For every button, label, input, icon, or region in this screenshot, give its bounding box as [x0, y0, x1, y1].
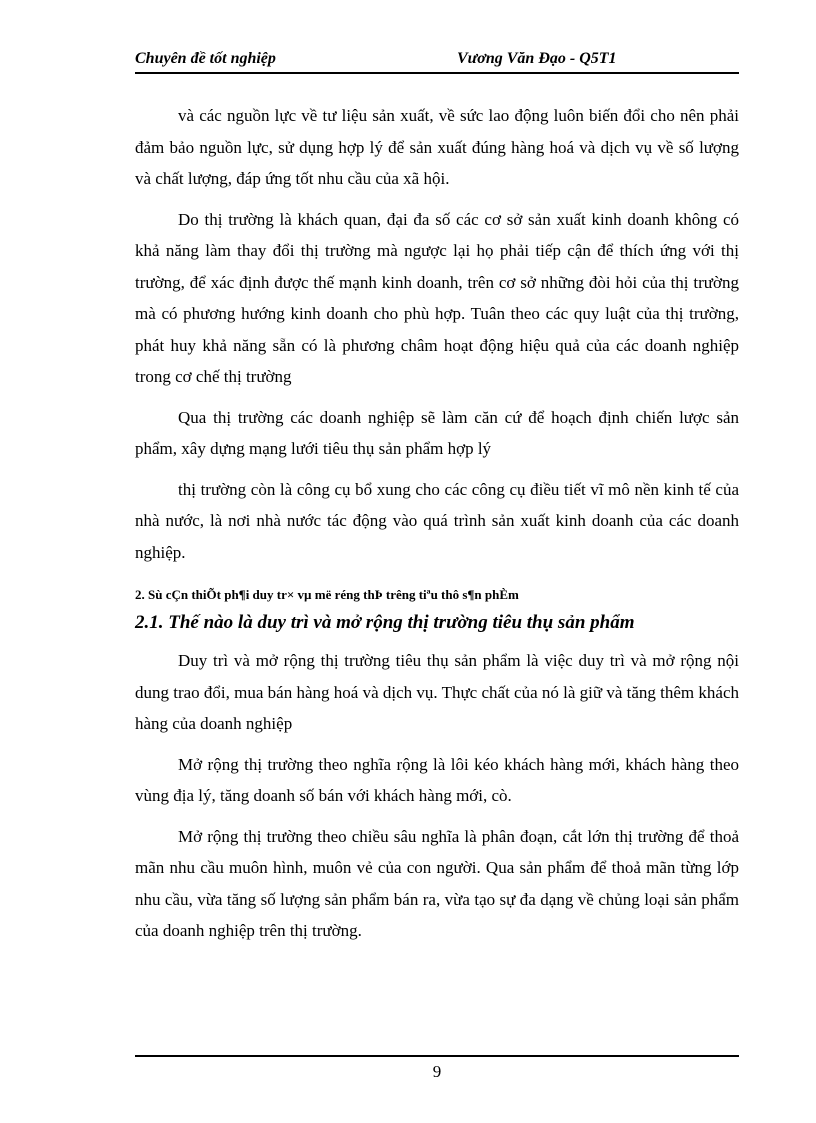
paragraph: thị trường còn là công cụ bổ xung cho các công cụ điều tiết vĩ mô nền kinh tế của nhà nước, là nơi nhà nước tác động vào quá trình sản xuất kinh doanh của các doanh nghiệp.: [135, 479, 739, 562]
subsection-heading: 2.1. Thế nào là duy trì và mở rộng thị trường tiêu thụ sản phẩm: [135, 612, 635, 633]
footer-divider: [135, 1055, 739, 1057]
paragraph: Do thị trường là khách quan, đại đa số các cơ sở sản xuất kinh doanh không có khả năng làm thay đổi thị trường mà ngược lại họ phải tiếp cận để thích ứng với thị trường, để xác định được thế mạnh kinh doanh, trên cơ sở những đòi hỏi của thị trường mà có phương hướng kinh doanh cho phù hợp. Tuân theo các quy luật của thị trường, phát huy khả năng sẵn có là phương châm hoạt động hiệu quả của các doanh nghiệp trong cơ chế thị trường: [135, 209, 739, 386]
paragraph: Mở rộng thị trường theo nghĩa rộng là lôi kéo khách hàng mới, khách hàng theo vùng địa lý, tăng doanh số bán với khách hàng mới, cò.: [135, 754, 739, 805]
header-title: Chuyên đề tốt nghiệp: [135, 50, 276, 67]
page-header: [135, 48, 739, 74]
header-author: Vương Văn Đạo - Q5T1: [457, 50, 617, 67]
section-heading: 2. Sù cÇn thiÕt ph¶i duy tr× vµ më réng thÞ trêng tiªu thô s¶n phÈm: [135, 587, 519, 602]
page-body: [135, 100, 739, 956]
paragraph: Qua thị trường các doanh nghiệp sẽ làm căn cứ để hoạch định chiến lược sản phẩm, xây dựng mạng lưới tiêu thụ sản phẩm hợp lý: [135, 407, 739, 458]
page-number: 9: [432, 1062, 442, 1081]
paragraph: và các nguồn lực về tư liệu sản xuất, về sức lao động luôn biến đổi cho nên phải đảm bảo nguồn lực, sử dụng hợp lý để sản xuất đúng hàng hoá và dịch vụ về số lượng và chất lượng, đáp ứng tốt nhu cầu của xã hội.: [135, 106, 739, 188]
paragraph: Mở rộng thị trường theo chiều sâu nghĩa là phân đoạn, cắt lớn thị trường để thoả mãn nhu cầu muôn hình, muôn vẻ của con người. Qua sản phẩm để thoả mãn từng lớp nhu cầu, vừa tăng số lượng sản phẩm bán ra, vừa tạo sự đa dạng về chủng loại sản phẩm của doanh nghiệp trên thị trường.: [135, 826, 739, 940]
paragraph: Duy trì và mở rộng thị trường tiêu thụ sản phẩm là việc duy trì và mở rộng nội dung trao đổi, mua bán hàng hoá và dịch vụ. Thực chất của nó là giữ và tăng thêm khách hàng của doanh nghiệp: [135, 651, 739, 733]
